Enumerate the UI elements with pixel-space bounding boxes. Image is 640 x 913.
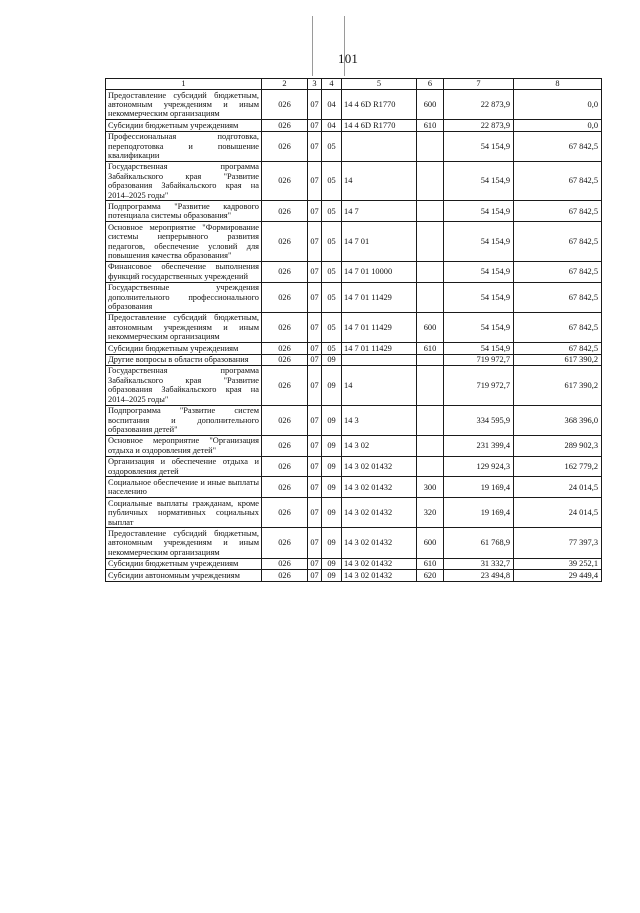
row-subsection-cell: 05	[322, 312, 342, 342]
row-amount-2-cell: 617 390,2	[514, 365, 602, 405]
row-expense-type-cell: 320	[417, 498, 444, 528]
row-section-cell: 07	[308, 498, 322, 528]
row-target-article-cell: 14 4 6D R1770	[342, 90, 417, 120]
row-amount-1-cell: 129 924,3	[444, 456, 514, 477]
row-subsection-cell: 05	[322, 261, 342, 282]
row-code-cell: 026	[262, 282, 308, 312]
row-target-article-cell: 14 7 01 11429	[342, 312, 417, 342]
row-subsection-cell: 09	[322, 354, 342, 365]
row-amount-1-cell: 19 169,4	[444, 477, 514, 498]
row-section-cell: 07	[308, 477, 322, 498]
table-row	[106, 131, 602, 161]
row-amount-2-cell: 67 842,5	[514, 131, 602, 161]
row-code-cell: 026	[262, 477, 308, 498]
row-target-article-cell: 14 7 01 11429	[342, 343, 417, 354]
table-row	[106, 558, 602, 569]
row-subsection-cell: 04	[322, 120, 342, 131]
row-amount-1-cell: 31 332,7	[444, 558, 514, 569]
row-section-cell: 07	[308, 261, 322, 282]
row-expense-type-cell	[417, 282, 444, 312]
row-amount-2-cell: 29 449,4	[514, 570, 602, 581]
row-name-cell: Предоставление субсидий бюджетным, автономным учреждениям и иным некоммерческим организациям	[106, 528, 262, 558]
row-amount-2-cell: 67 842,5	[514, 222, 602, 262]
row-target-article-cell	[342, 131, 417, 161]
row-subsection-cell: 05	[322, 161, 342, 201]
table-row	[106, 354, 602, 365]
row-code-cell: 026	[262, 570, 308, 581]
row-section-cell: 07	[308, 222, 322, 262]
row-subsection-cell: 05	[322, 343, 342, 354]
row-expense-type-cell	[417, 354, 444, 365]
row-target-article-cell: 14 4 6D R1770	[342, 120, 417, 131]
row-expense-type-cell: 620	[417, 570, 444, 581]
row-target-article-cell: 14	[342, 161, 417, 201]
table-row	[106, 343, 602, 354]
row-amount-1-cell: 54 154,9	[444, 282, 514, 312]
row-code-cell: 026	[262, 222, 308, 262]
row-amount-1-cell: 334 595,9	[444, 405, 514, 435]
row-amount-2-cell: 24 014,5	[514, 498, 602, 528]
row-amount-1-cell: 54 154,9	[444, 201, 514, 222]
row-amount-2-cell: 77 397,3	[514, 528, 602, 558]
row-name-cell: Субсидии бюджетным учреждениям	[106, 343, 262, 354]
row-expense-type-cell	[417, 405, 444, 435]
row-expense-type-cell	[417, 435, 444, 456]
row-section-cell: 07	[308, 528, 322, 558]
row-code-cell: 026	[262, 528, 308, 558]
row-amount-2-cell: 67 842,5	[514, 343, 602, 354]
row-expense-type-cell	[417, 131, 444, 161]
row-target-article-cell: 14 3 02 01432	[342, 477, 417, 498]
row-code-cell: 026	[262, 354, 308, 365]
row-section-cell: 07	[308, 558, 322, 569]
row-amount-2-cell: 67 842,5	[514, 312, 602, 342]
table-row	[106, 365, 602, 405]
row-expense-type-cell	[417, 201, 444, 222]
row-expense-type-cell: 610	[417, 120, 444, 131]
scan-artifact-line-right	[344, 16, 345, 76]
row-amount-2-cell: 368 396,0	[514, 405, 602, 435]
row-subsection-cell: 09	[322, 435, 342, 456]
table-row	[106, 120, 602, 131]
row-code-cell: 026	[262, 90, 308, 120]
row-section-cell: 07	[308, 343, 322, 354]
table-row	[106, 498, 602, 528]
row-expense-type-cell: 600	[417, 312, 444, 342]
row-amount-1-cell: 61 768,9	[444, 528, 514, 558]
row-code-cell: 026	[262, 498, 308, 528]
table-row	[106, 477, 602, 498]
row-target-article-cell: 14 3 02 01432	[342, 456, 417, 477]
row-code-cell: 026	[262, 405, 308, 435]
table-row	[106, 435, 602, 456]
row-section-cell: 07	[308, 435, 322, 456]
table-row	[106, 456, 602, 477]
row-target-article-cell: 14 7 01 11429	[342, 282, 417, 312]
table-row	[106, 90, 602, 120]
row-amount-1-cell: 23 494,8	[444, 570, 514, 581]
row-code-cell: 026	[262, 120, 308, 131]
row-code-cell: 026	[262, 312, 308, 342]
row-amount-2-cell: 24 014,5	[514, 477, 602, 498]
row-section-cell: 07	[308, 456, 322, 477]
row-subsection-cell: 05	[322, 222, 342, 262]
row-amount-1-cell: 22 873,9	[444, 120, 514, 131]
row-target-article-cell: 14 3 02	[342, 435, 417, 456]
budget-table-body	[106, 79, 602, 582]
row-subsection-cell: 09	[322, 570, 342, 581]
row-section-cell: 07	[308, 282, 322, 312]
row-section-cell: 07	[308, 312, 322, 342]
row-target-article-cell: 14 7	[342, 201, 417, 222]
row-target-article-cell: 14 3 02 01432	[342, 528, 417, 558]
header-cell: 4	[322, 79, 342, 90]
row-expense-type-cell	[417, 456, 444, 477]
row-amount-1-cell: 19 169,4	[444, 498, 514, 528]
header-cell: 3	[308, 79, 322, 90]
row-section-cell: 07	[308, 354, 322, 365]
row-expense-type-cell: 300	[417, 477, 444, 498]
row-name-cell: Социальное обеспечение и иные выплаты населению	[106, 477, 262, 498]
row-target-article-cell	[342, 354, 417, 365]
row-code-cell: 026	[262, 201, 308, 222]
row-expense-type-cell	[417, 365, 444, 405]
row-amount-2-cell: 39 252,1	[514, 558, 602, 569]
row-name-cell: Организация и обеспечение отдыха и оздоровления детей	[106, 456, 262, 477]
row-name-cell: Предоставление субсидий бюджетным, автономным учреждениям и иным некоммерческим организациям	[106, 312, 262, 342]
row-subsection-cell: 05	[322, 201, 342, 222]
table-row	[106, 282, 602, 312]
row-name-cell: Другие вопросы в области образования	[106, 354, 262, 365]
header-cell: 8	[514, 79, 602, 90]
row-amount-2-cell: 0,0	[514, 90, 602, 120]
row-amount-1-cell: 54 154,9	[444, 161, 514, 201]
row-subsection-cell: 09	[322, 498, 342, 528]
table-header-row	[106, 79, 602, 90]
row-section-cell: 07	[308, 131, 322, 161]
row-name-cell: Государственная программа Забайкальского края "Развитие образования Забайкальского края на 2014–2025 годы"	[106, 365, 262, 405]
row-amount-1-cell: 54 154,9	[444, 131, 514, 161]
row-amount-2-cell: 67 842,5	[514, 161, 602, 201]
row-expense-type-cell	[417, 161, 444, 201]
row-name-cell: Подпрограмма "Развитие кадрового потенциала системы образования"	[106, 201, 262, 222]
row-target-article-cell: 14 3 02 01432	[342, 498, 417, 528]
table-row	[106, 201, 602, 222]
row-section-cell: 07	[308, 570, 322, 581]
table-row	[106, 405, 602, 435]
header-cell: 1	[106, 79, 262, 90]
row-subsection-cell: 09	[322, 528, 342, 558]
row-name-cell: Субсидии бюджетным учреждениям	[106, 120, 262, 131]
row-code-cell: 026	[262, 365, 308, 405]
header-cell: 5	[342, 79, 417, 90]
row-subsection-cell: 04	[322, 90, 342, 120]
row-target-article-cell: 14 3	[342, 405, 417, 435]
row-expense-type-cell: 610	[417, 343, 444, 354]
row-section-cell: 07	[308, 161, 322, 201]
row-expense-type-cell	[417, 261, 444, 282]
row-code-cell: 026	[262, 261, 308, 282]
row-section-cell: 07	[308, 90, 322, 120]
row-amount-1-cell: 231 399,4	[444, 435, 514, 456]
row-expense-type-cell: 600	[417, 528, 444, 558]
row-name-cell: Финансовое обеспечение выполнения функций государственных учреждений	[106, 261, 262, 282]
table-row	[106, 312, 602, 342]
row-amount-2-cell: 67 842,5	[514, 282, 602, 312]
row-amount-1-cell: 22 873,9	[444, 90, 514, 120]
row-name-cell: Предоставление субсидий бюджетным, автономным учреждениям и иным некоммерческим организациям	[106, 90, 262, 120]
row-expense-type-cell: 610	[417, 558, 444, 569]
row-amount-2-cell: 67 842,5	[514, 201, 602, 222]
table-row	[106, 222, 602, 262]
row-target-article-cell: 14 7 01	[342, 222, 417, 262]
row-name-cell: Основное мероприятие "Формирование системы непрерывного развития педагогов, обеспечение условий для повышения качества образования"	[106, 222, 262, 262]
header-cell: 2	[262, 79, 308, 90]
budget-table	[105, 78, 602, 582]
row-amount-1-cell: 54 154,9	[444, 312, 514, 342]
row-subsection-cell: 05	[322, 131, 342, 161]
row-section-cell: 07	[308, 120, 322, 131]
row-code-cell: 026	[262, 435, 308, 456]
table-row	[106, 261, 602, 282]
row-code-cell: 026	[262, 131, 308, 161]
row-expense-type-cell	[417, 222, 444, 262]
row-amount-1-cell: 54 154,9	[444, 261, 514, 282]
row-amount-1-cell: 719 972,7	[444, 354, 514, 365]
row-amount-1-cell: 54 154,9	[444, 343, 514, 354]
row-amount-2-cell: 67 842,5	[514, 261, 602, 282]
row-section-cell: 07	[308, 365, 322, 405]
row-name-cell: Субсидии автономным учреждениям	[106, 570, 262, 581]
header-cell: 6	[417, 79, 444, 90]
row-subsection-cell: 09	[322, 365, 342, 405]
row-name-cell: Государственные учреждения дополнительного профессионального образования	[106, 282, 262, 312]
row-amount-2-cell: 289 902,3	[514, 435, 602, 456]
row-expense-type-cell: 600	[417, 90, 444, 120]
row-name-cell: Государственная программа Забайкальского края "Развитие образования Забайкальского края на 2014–2025 годы"	[106, 161, 262, 201]
row-amount-1-cell: 719 972,7	[444, 365, 514, 405]
row-target-article-cell: 14 7 01 10000	[342, 261, 417, 282]
row-subsection-cell: 09	[322, 558, 342, 569]
row-amount-1-cell: 54 154,9	[444, 222, 514, 262]
row-section-cell: 07	[308, 405, 322, 435]
row-subsection-cell: 05	[322, 282, 342, 312]
table-row	[106, 570, 602, 581]
row-target-article-cell: 14	[342, 365, 417, 405]
row-name-cell: Субсидии бюджетным учреждениям	[106, 558, 262, 569]
row-target-article-cell: 14 3 02 01432	[342, 570, 417, 581]
row-amount-2-cell: 162 779,2	[514, 456, 602, 477]
row-subsection-cell: 09	[322, 456, 342, 477]
row-name-cell: Основное мероприятие "Организация отдыха и оздоровления детей"	[106, 435, 262, 456]
table-row	[106, 528, 602, 558]
row-code-cell: 026	[262, 161, 308, 201]
page-number: 101	[338, 51, 359, 66]
row-name-cell: Социальные выплаты гражданам, кроме публичных нормативных социальных выплат	[106, 498, 262, 528]
row-name-cell: Профессиональная подготовка, переподготовка и повышение квалификации	[106, 131, 262, 161]
scan-artifact-line-left	[312, 16, 313, 76]
row-code-cell: 026	[262, 456, 308, 477]
row-code-cell: 026	[262, 558, 308, 569]
row-name-cell: Подпрограмма "Развитие систем воспитания и дополнительного образования детей"	[106, 405, 262, 435]
row-section-cell: 07	[308, 201, 322, 222]
header-cell: 7	[444, 79, 514, 90]
row-code-cell: 026	[262, 343, 308, 354]
row-amount-2-cell: 0,0	[514, 120, 602, 131]
row-subsection-cell: 09	[322, 405, 342, 435]
row-target-article-cell: 14 3 02 01432	[342, 558, 417, 569]
row-subsection-cell: 09	[322, 477, 342, 498]
table-row	[106, 161, 602, 201]
row-amount-2-cell: 617 390,2	[514, 354, 602, 365]
